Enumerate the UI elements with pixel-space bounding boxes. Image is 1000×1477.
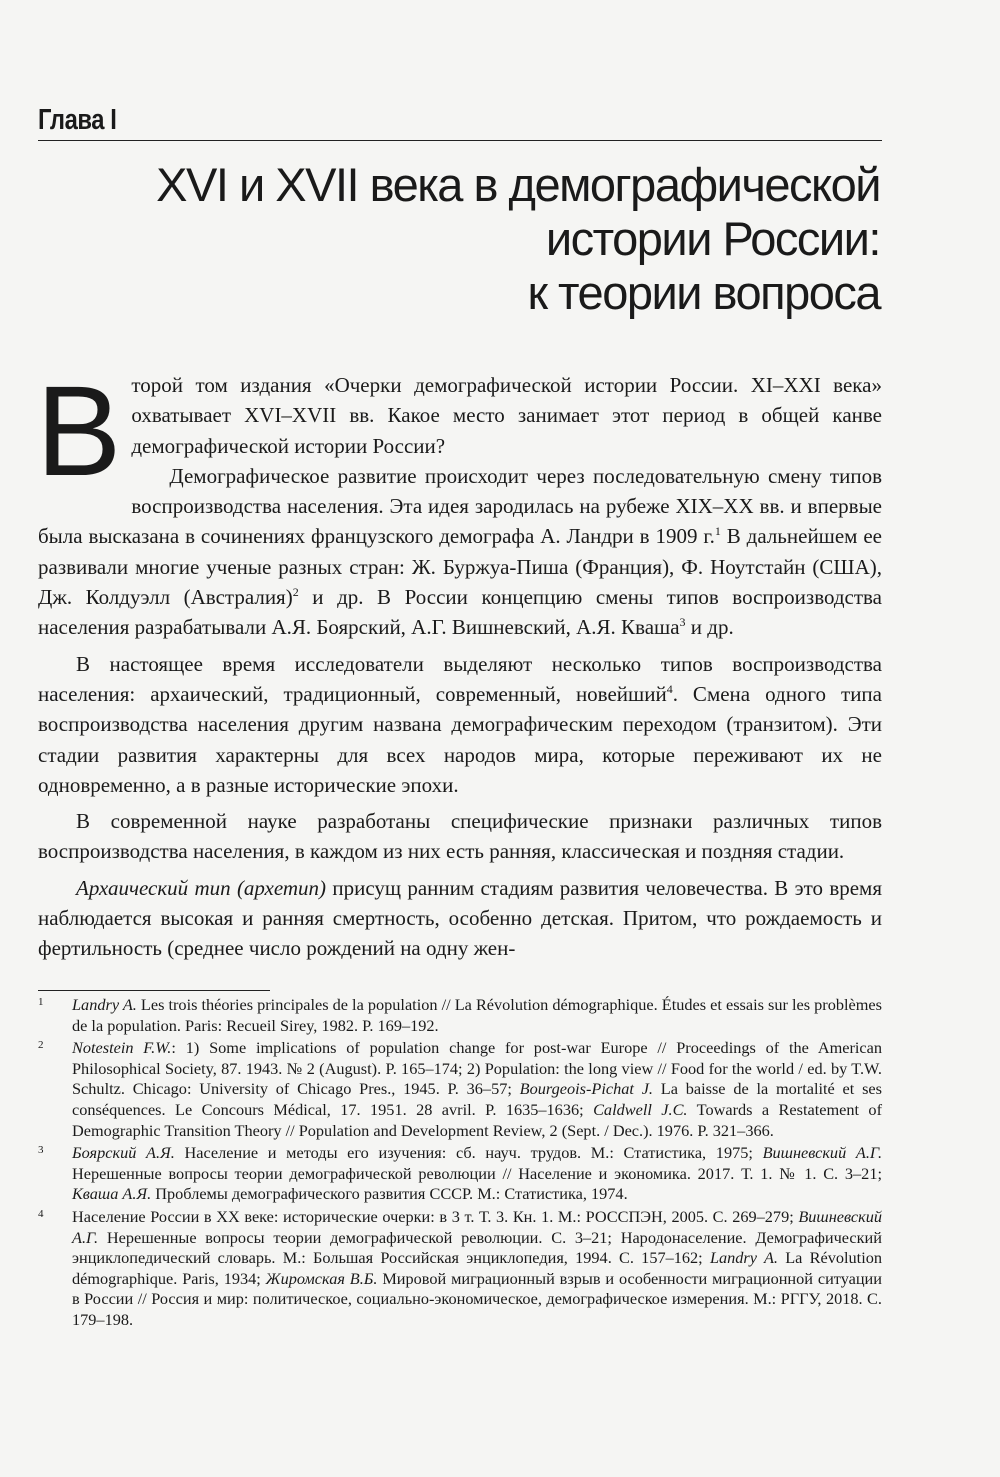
footnote-text: Население России в ХХ веке: исторические очерки: в 3 т. Т. 3. Кн. 1. М.: РОССПЭН, 2005. С. 269–279; — [72, 1206, 799, 1226]
paragraph — [38, 873, 882, 964]
footnote-text: Население и методы его изучения: сб. науч. трудов. М.: Статистика, 1975; — [174, 1143, 763, 1163]
chapter-title-line: истории России: — [545, 212, 880, 265]
chapter-title-line: к теории вопроса — [527, 266, 880, 319]
footnote-ref[interactable]: 1 — [714, 524, 721, 539]
footnote-author: Landry A. — [72, 995, 137, 1014]
italic-term: Архаический тип (архетип) — [76, 875, 327, 900]
paragraph-text: Демографическое развитие происходит через последовательную смену типов воспроизводства населения. Эта идея зародилась на рубеже XIX–XX вв. и впервые была высказана в сочинениях французского демографа А. Ландри в 1909 г. — [38, 463, 882, 549]
footnote-author: Боярский А.Я. — [72, 1143, 175, 1163]
footnote-ref[interactable]: 2 — [292, 585, 299, 600]
footnote-text: Towards a Restatement of Demographic Transition Theory // Population and Development Review, 2 (Sept. / Dec.). 1976. P. 321–366. — [72, 1099, 882, 1140]
chapter-rule — [38, 140, 882, 141]
paragraph — [36, 360, 883, 643]
footnote-ref[interactable]: 4 — [666, 681, 673, 696]
paragraph — [38, 806, 882, 867]
footnote-text: La baisse de la mortalité et ses conséquences. Le Concours Médical, 17. 1951. 28 avril. P. 1635–1636; — [72, 1079, 882, 1119]
footnote-number: 4 — [38, 1207, 44, 1220]
paragraph-text: торой том издания «Очерки демографической истории России. XI–XXI века» охватывает XVI–XVII вв. Какое место занимает этот период в общей канве демографической истории России? — [131, 373, 882, 458]
footnote-author: Кваша А.Я. — [72, 1184, 152, 1204]
footnote-author: Жиромская В.Б. — [265, 1268, 378, 1288]
footnote-author: Bourgeois-Pichat J. — [519, 1079, 653, 1099]
footnote-author: Вишневский А.Г. — [762, 1143, 883, 1163]
footnote-text: Проблемы демографического развития СССР. М.: Статистика, 1974. — [151, 1184, 628, 1204]
body-text — [36, 360, 883, 964]
footnote-author: Landry A. — [709, 1248, 778, 1268]
footnote-rule — [38, 990, 270, 991]
footnote-ref[interactable]: 3 — [679, 615, 686, 630]
paragraph-text: и др. В России концепцию смены типов воспроизводства населения разрабатывали А.Я. Боярский, А.Г. Вишневский, А.Я. Кваша — [38, 585, 883, 640]
footnote — [38, 1038, 882, 1141]
footnote-author: Notestein F.W. — [72, 1038, 172, 1058]
chapter-title-line: XVI и XVII века в демографической — [156, 158, 880, 211]
footnote-text: La Révolution démographique. Paris, 1934; — [72, 1248, 882, 1288]
drop-cap: В — [36, 360, 122, 503]
footnote-number: 2 — [38, 1039, 44, 1052]
footnote-author: Вишневский А.Г. — [72, 1206, 882, 1247]
footnote-text: Мировой миграционный взрыв и особенности миграционной ситуации в России // Россия и мир: политическое, социально-экономическое, демографическое измерения. М.: РГГУ, 2018. С. 179–198. — [72, 1268, 882, 1329]
footnote-text: Нерешенные вопросы теории демографической революции // Население и экономика. 2017. Т. 1. № 1. С. 3–21; — [72, 1163, 882, 1183]
footnotes — [38, 995, 882, 1333]
footnote — [38, 1207, 882, 1331]
footnote-text: : 1) Some implications of population change for post-war Europe // Proceedings of the American Philosophical Society, 87. 1943. № 2 (August). P. 165–174; 2) Population: the long view // Food for the world / ed. by T.W. Schultz. Chicago: University of Chicago Pres., 1945. P. 36–57; — [72, 1038, 883, 1099]
footnote — [38, 1143, 882, 1205]
footnote-number: 3 — [38, 1144, 44, 1157]
footnote-text: Нерешенные вопросы теории демографической революции. С. 3–21; Народонаселение. Демографический энциклопедический словарь. М.: Большая Российская энциклопедия, 1994. С. 157–162; — [72, 1227, 882, 1268]
paragraph-text: . Смена одного типа воспроизводства населения другим названа демографическим переходом (транзитом). Эти стадии развития характерны для всех народов мира, которые переживают их не одновременно, а в разные исторические эпохи. — [38, 681, 882, 797]
paragraph-text: и др. — [685, 615, 734, 640]
paragraph-text: В дальнейшем ее развивали многие ученые разных стран: Ж. Буржуа-Пиша (Франция), Ф. Ноутстайн (США), Дж. Колдуэлл (Австралия) — [38, 524, 882, 610]
paragraph-text: В современной науке разработаны специфические признаки различных типов воспроизводства населения, в каждом из них есть ранняя, классическая и поздняя стадии. — [38, 809, 882, 864]
paragraph-text: присущ ранним стадиям развития человечества. В это время наблюдается высокая и ранняя смертность, особенно детская. Притом, что рождаемость и фертильность (среднее число рождений на одну жен- — [38, 875, 882, 961]
footnote-number: 1 — [38, 996, 44, 1008]
footnote — [38, 995, 882, 1036]
paragraph-text: В настоящее время исследователи выделяют несколько типов воспроизводства населения: архаический, традиционный, современный, новейший — [38, 651, 882, 706]
chapter-title — [60, 158, 880, 320]
chapter-label: Глава I — [38, 104, 117, 136]
footnote-author: Caldwell J.C. — [593, 1099, 688, 1119]
paragraph — [38, 649, 882, 800]
footnote-text: Les trois théories principales de la population // La Révolution démographique. Études et essais sur les problèmes de la population. Paris: Recueil Sirey, 1982. P. 169–192. — [72, 995, 882, 1035]
